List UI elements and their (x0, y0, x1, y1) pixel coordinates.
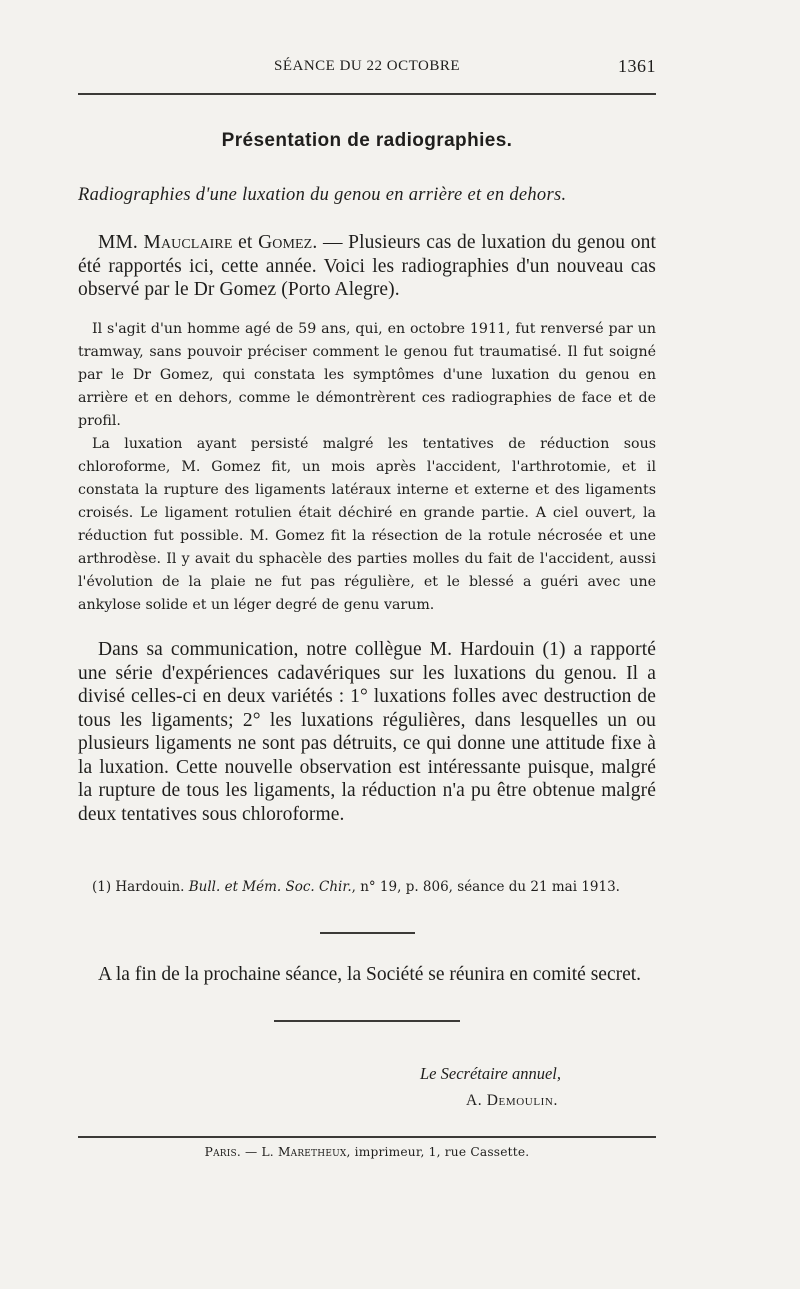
case-report (78, 318, 656, 617)
closing-divider (274, 1020, 460, 1022)
printer-address: , imprimeur, 1, rue Cassette. (346, 1145, 530, 1159)
discussion-paragraph: Dans sa communication, notre collègue M. Hardouin (1) a rapporté une série d'expériences cadavériques sur les luxations du genou. Il a divisé celles-ci en deux variétés : 1° luxations folles avec destruction de tous les ligaments; 2° les luxations régulières, dans lesquelles un ou plusieurs ligaments ne sont pas détruits, ce qui donne une attitude fixe à la luxation. Cette nouvelle observation est intéressante puisque, malgré la rupture de tous les ligaments, la réduction n'a pu être obtenue malgré deux tentatives sous chloroforme. (78, 639, 656, 825)
section-title: Présentation de radiographies. (221, 130, 513, 151)
printer-imprint (78, 1145, 656, 1159)
section-divider (320, 932, 415, 934)
case-paragraph-2: La luxation ayant persisté malgré les tentatives de réduction sous chloroforme, M. Gomez fit, un mois après l'accident, l'arthrotomie, et il constata la rupture des ligaments latéraux interne et externe et des ligaments croisés. Le ligament rotulien était déchiré en grande partie. A ciel ouvert, la réduction fut possible. M. Gomez fit la résection de la rotule nécrosée et une arthrodèse. Il y avait du sphacèle des parties molles du fait de l'accident, aussi l'évolution de la plaie ne fut pas régulière, et le blessé a guéri avec une ankylose solide et un léger degré de genu varum. (78, 436, 656, 613)
printer-name: Maretheux (277, 1145, 347, 1159)
section-subtitle: Radiographies d'une luxation du genou en arrière et en dehors. (78, 185, 567, 205)
running-title: SÉANCE DU 22 OCTOBRE (274, 58, 460, 74)
footnote-marker: (1) Hardouin. (92, 879, 189, 895)
footnote (78, 879, 656, 895)
footnote-rest: , n° 19, p. 806, séance du 21 mai 1913. (351, 879, 620, 895)
author-gomez: Gomez (258, 232, 313, 253)
bottom-rule (78, 1136, 656, 1138)
printer-city: Paris (204, 1145, 237, 1159)
intro-text: . — Plusieurs cas de luxation du genou ont été rapportés ici, cette année. Voici les radiographies d'un nouveau cas observé par le Dr Gomez (Porto Alegre). (78, 232, 657, 300)
signature-name: A. Demoulin. (466, 1092, 558, 1109)
footnote-journal: Bull. et Mém. Soc. Chir. (188, 879, 352, 895)
page-number: 1361 (618, 56, 656, 76)
closing-paragraph: A la fin de la prochaine séance, la Société se réunira en comité secret. (98, 964, 642, 985)
intro-lead: MM. (98, 232, 144, 253)
author-mauclaire: Mauclaire (143, 232, 233, 253)
running-head (78, 56, 656, 80)
intro-paragraph (78, 231, 656, 302)
signature-role: Le Secrétaire annuel, (420, 1064, 561, 1083)
intro-conj: et (232, 232, 259, 253)
case-paragraph-1: Il s'agit d'un homme agé de 59 ans, qui, en octobre 1911, fut renversé par un tramway, sans pouvoir préciser comment le genou fut traumatisé. Il fut soigné par le Dr Gomez, qui constata les symptômes d'une luxation du genou en arrière et en dehors, comme le démontrèrent ces radiographies de face et de profil. (78, 321, 656, 429)
printer-sep: . — L. (236, 1145, 278, 1159)
header-rule (78, 93, 656, 95)
